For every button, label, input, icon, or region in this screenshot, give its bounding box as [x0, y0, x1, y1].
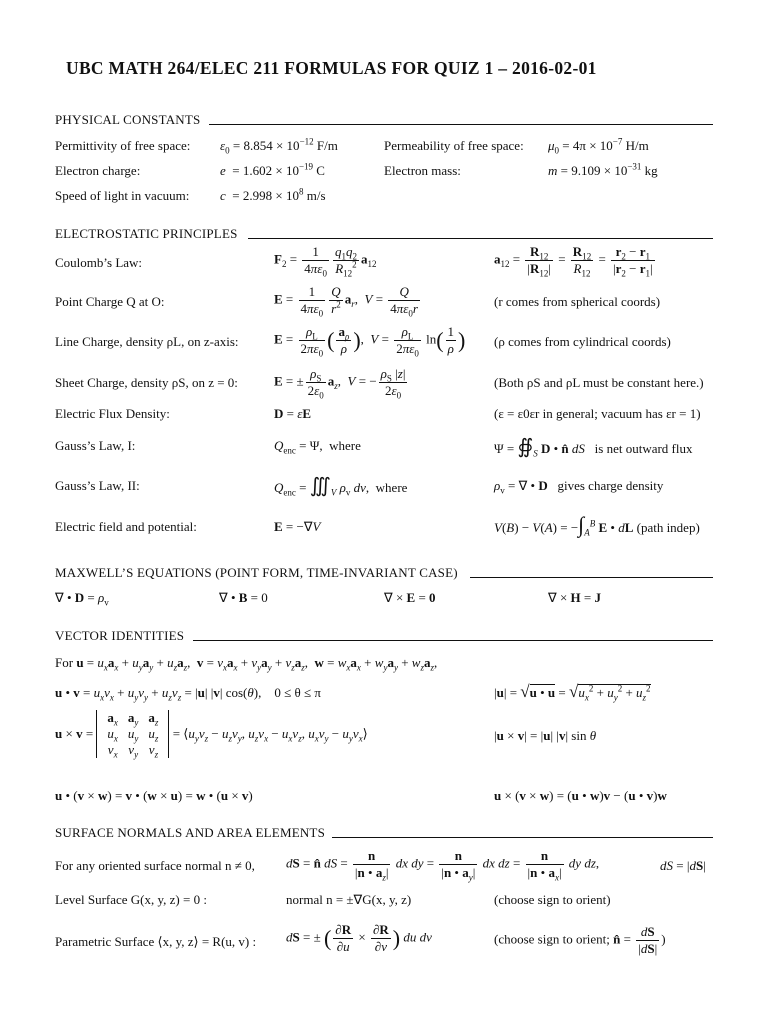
section-heading-surface: SURFACE NORMALS AND AREA ELEMENTS: [55, 825, 326, 840]
section-rule: [193, 640, 713, 641]
level-surface-note: (choose sign to orient): [494, 892, 611, 907]
gauss2-label: Gauss’s Law, II:: [55, 478, 140, 493]
level-surface-normal: normal n = ±∇G(x, y, z): [286, 892, 412, 907]
sheet-charge-formula: E = ± $\frac{\rho_S}{2\varepsilon_0}$ $a_z$, V = − $\frac{\rho_S |z|}{2\varepsilon_0}$: [274, 366, 406, 401]
coulomb-label: Coulomb’s Law:: [55, 255, 143, 270]
oriented-surface-label: For any oriented surface normal n ≠ 0,: [55, 858, 255, 873]
maxwell-curl-h: ∇ × H = J: [548, 590, 601, 605]
electron-mass-label: Electron mass:: [384, 163, 461, 178]
maxwell-div-d: ∇ • $D = \rho_v$: [55, 590, 109, 608]
point-charge-note: (r comes from spherical coords): [494, 294, 661, 309]
electron-charge-formula: $e = 1.602 \times 10^{-19}$ C: [220, 161, 325, 178]
gauss1-flux-formula: $\Psi = ∯_S$ D • n̂ dS is net outward flux: [494, 436, 693, 459]
cross-product-formula: u × v = $a_x$ $a_y$ $a_z$ $u_x$ $u_y$ $u_z$ $v_x$ $v_y$ $v_z$ = $⟨u_yv_z - u_zv_y$, $u_zv_x - u_xv_z$, $u_xv_y$ − $u_yv_x⟩$: [55, 710, 368, 760]
flux-density-formula: D = εE: [274, 406, 312, 421]
flux-density-label: Electric Flux Density:: [55, 406, 170, 421]
line-integral-formula: $V(B) - V(A) = -\int_A^B$ E • dL (path indep): [494, 512, 700, 538]
coulomb-formula: $F_2$ = $\frac{1}{4\pi\varepsilon_0}$ $\frac{q_1q_2}{R_{12}^2}$ $a_{12}$: [274, 244, 377, 279]
bac-cab-formula: u × (v × w) = (u • w)v − (u • v)w: [494, 788, 667, 803]
point-charge-label: Point Charge Q at O:: [55, 294, 165, 309]
gauss1-label: Gauss’s Law, I:: [55, 438, 136, 453]
cross-magnitude-formula: |u × v| = |u| |v| sin θ: [494, 728, 597, 743]
level-surface-label: Level Surface G(x, y, z) = 0 :: [55, 892, 207, 907]
unit-vector-formula: $a_{12}$ = $\frac{R_{12}}{|R_{12}|}$ = $\frac{R_{12}}{R_{12}}$ = $\frac{r_2 - r_1}{|r_2 - r_1|}$: [494, 244, 653, 279]
light-speed-formula: $c = 2.998 \times 10^8$ m/s: [220, 186, 326, 203]
area-element-formula: dS = n̂ dS = $\frac{n}{|n • a_z|}$ dx dy = $\frac{n}{|n • a_y|}$ dx dz = $\frac{n}{|n • a_x|}$ dy dz,: [286, 848, 600, 883]
parametric-area-formula: dS = ± ( $\frac{\partial R}{\partial u}$ × $\frac{\partial R}{\partial v}$ ) du dv: [286, 922, 432, 954]
maxwell-div-b: ∇ • B = 0: [219, 590, 268, 605]
light-speed-label: Speed of light in vacuum:: [55, 188, 190, 203]
scalar-area-formula: dS = |dS|: [660, 858, 706, 873]
gauss2-formula: $Q_{enc}$ = $∭_V$ $\rho_v$ dv, where: [274, 475, 408, 498]
vector-definitions: For $u = u_xa_x + u_ya_y + u_za_z$, $v = v_xa_x + v_ya_y + v_za_z$, $w = w_xa_x + w_ya_y + w_za_z$,: [55, 655, 438, 673]
magnitude-formula: |u| = √u • $u = √u_x^2 + u_y^2 + u_z^2$: [494, 682, 651, 703]
permeability-label: Permeability of free space:: [384, 138, 524, 153]
parametric-surface-label: Parametric Surface ⟨x, y, z⟩ = R(u, v) :: [55, 934, 257, 949]
gauss2-density-formula: $\rho_v$ = ∇ • D gives charge density: [494, 478, 664, 496]
point-charge-formula: E = $\frac{1}{4\pi\varepsilon_0}$ $\frac{Q}{r^2}$ $a_r$, V = $\frac{Q}{4\pi\varepsilon_0r}$: [274, 284, 418, 319]
sheet-charge-note: (Both ρS and ρL must be constant here.): [494, 375, 704, 390]
gauss1-formula: $Q_{enc} = \Psi$, where: [274, 438, 361, 456]
electron-mass-formula: $m = 9.109 \times 10^{-31}$ kg: [548, 161, 658, 178]
permeability-formula: $\mu_0 = 4\pi \times 10^{-7}$ H/m: [548, 136, 649, 156]
sheet-charge-label: Sheet Charge, density ρS, on z = 0:: [55, 375, 238, 390]
flux-density-note: (ε = ε0εr in general; vacuum has εr = 1): [494, 406, 701, 421]
page-title: UBC MATH 264/ELEC 211 FORMULAS FOR QUIZ 1 – 2016-02-01: [66, 58, 597, 78]
section-rule: [248, 238, 713, 239]
section-rule: [209, 124, 713, 125]
line-charge-note: (ρ comes from cylindrical coords): [494, 334, 671, 349]
electron-charge-label: Electron charge:: [55, 163, 141, 178]
section-heading-maxwell: MAXWELL’S EQUATIONS (POINT FORM, TIME-INVARIANT CASE): [55, 565, 458, 580]
parametric-note: (choose sign to orient; n̂ = $\frac{dS}{|dS|}$ ): [494, 924, 666, 956]
section-heading-physical-constants: PHYSICAL CONSTANTS: [55, 112, 201, 127]
line-charge-formula: E = $\frac{\rho_L}{2\pi\varepsilon_0}$ ( $\frac{a_\rho}{\rho}$ ), V = $\frac{\rho_L}{2\pi\varepsilon_0}$ ln( $\frac{1}{\rho}$ ): [274, 324, 466, 359]
section-rule: [332, 837, 713, 838]
dot-product-formula: u • $v = u_xv_x + u_yv_y + u_zv_z = |u|$ |v| cos(θ), 0 ≤ θ ≤ π: [55, 685, 321, 703]
field-potential-label: Electric field and potential:: [55, 519, 197, 534]
permittivity-label: Permittivity of free space:: [55, 138, 191, 153]
section-rule: [470, 577, 713, 578]
section-heading-vector-identities: VECTOR IDENTITIES: [55, 628, 185, 643]
maxwell-curl-e: ∇ × E = 0: [384, 590, 436, 605]
line-charge-label: Line Charge, density ρL, on z-axis:: [55, 334, 239, 349]
field-potential-formula: E = −∇V: [274, 519, 321, 534]
triple-product-formula: u • (v × w) = v • (w × u) = w • (u × v): [55, 788, 253, 803]
section-heading-electrostatic: ELECTROSTATIC PRINCIPLES: [55, 226, 238, 241]
permittivity-formula: $\varepsilon_0 = 8.854 \times 10^{-12}$ F/m: [220, 136, 338, 156]
